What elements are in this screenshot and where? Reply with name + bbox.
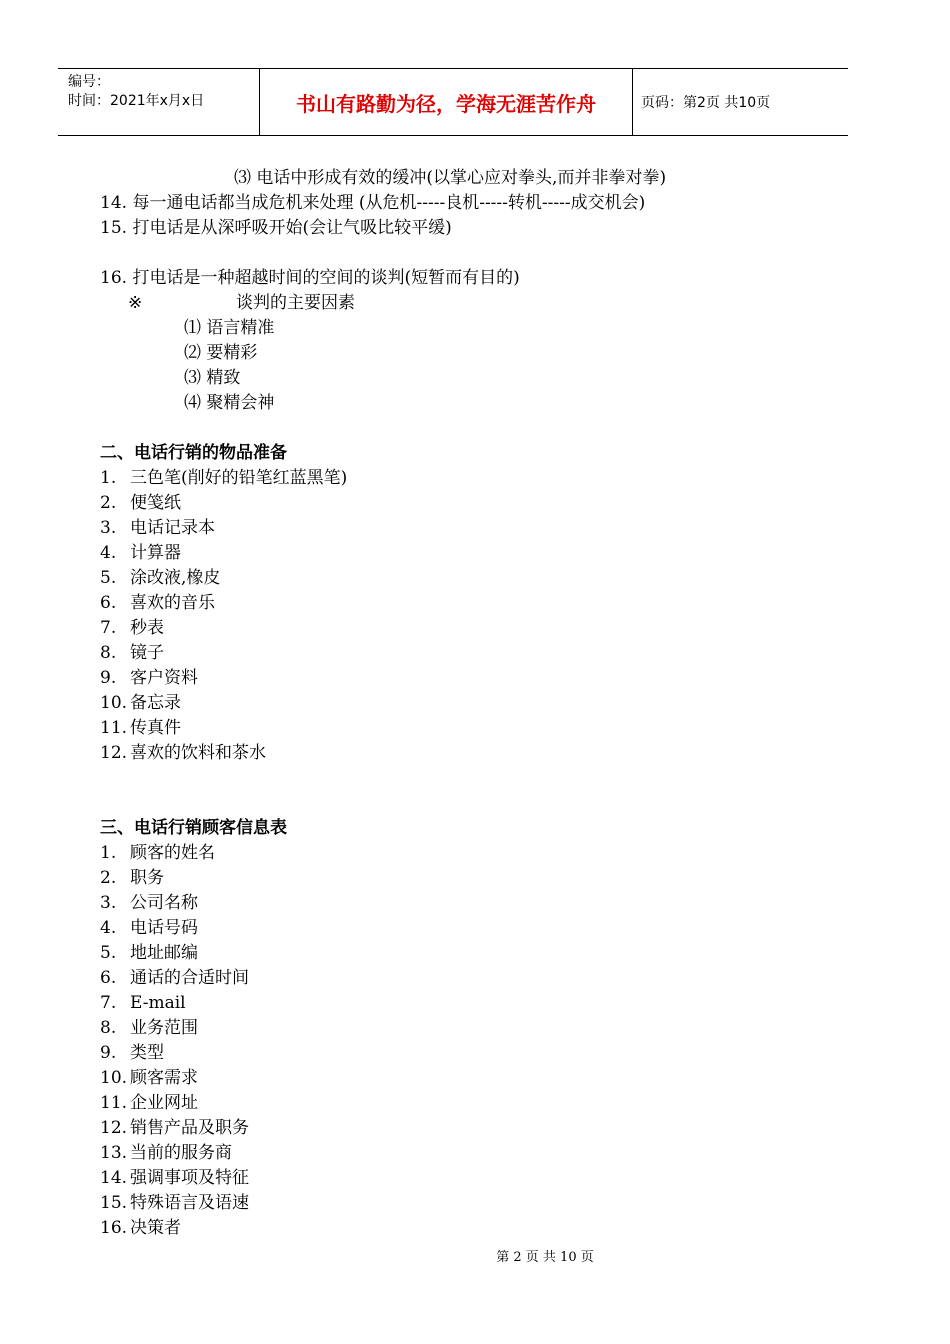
number-label: 编号： <box>68 74 110 90</box>
document-body <box>100 166 840 1241</box>
list-item: 15. 特殊语言及语速 <box>100 1193 249 1213</box>
item-16: 16. 打电话是一种超越时间的空间的谈判(短暂而有目的) <box>100 268 520 288</box>
list-item: 8. 镜子 <box>100 643 164 663</box>
list-item: 3. 电话记录本 <box>100 518 215 538</box>
page-header <box>58 68 848 136</box>
section-2-title: 二、电话行销的物品准备 <box>100 443 287 463</box>
list-item: 16. 决策者 <box>100 1218 181 1238</box>
list-item: 9. 客户资料 <box>100 668 198 688</box>
sub-item: ⑷ 聚精会神 <box>184 393 275 413</box>
header-motto: 书山有路勤为径，学海无涯苦作舟 <box>260 69 633 135</box>
reference-line <box>100 291 840 316</box>
list-item: 9. 类型 <box>100 1043 164 1063</box>
sub-item: ⑴ 语言精准 <box>184 318 275 338</box>
list-item: 13. 当前的服务商 <box>100 1143 232 1163</box>
list-item: 1. 三色笔(削好的铅笔红蓝黑笔) <box>100 468 348 488</box>
reference-text: 谈判的主要因素 <box>236 293 355 313</box>
list-item: 7. E-mail <box>100 993 186 1013</box>
list-item: 7. 秒表 <box>100 618 164 638</box>
intro-line: 15. 打电话是从深呼吸开始(会让气吸比较平缓) <box>100 218 452 238</box>
section-2-list <box>100 466 840 766</box>
sub-item: ⑶ 精致 <box>184 368 241 388</box>
sub-item: ⑵ 要精彩 <box>184 343 258 363</box>
date-label: 时间：2021年x月x日 <box>68 93 205 109</box>
list-item: 2. 便笺纸 <box>100 493 181 513</box>
header-meta <box>58 69 260 135</box>
list-item: 14. 强调事项及特征 <box>100 1168 249 1188</box>
list-item: 5. 地址邮编 <box>100 943 198 963</box>
header-page-label: 页码：第2页 共10页 <box>641 95 771 111</box>
section-3-title: 三、电话行销顾客信息表 <box>100 818 287 838</box>
list-item: 8. 业务范围 <box>100 1018 198 1038</box>
list-item: 6. 通话的合适时间 <box>100 968 249 988</box>
list-item: 4. 电话号码 <box>100 918 198 938</box>
list-item: 11. 传真件 <box>100 718 181 738</box>
section-3-list <box>100 841 840 1241</box>
list-item: 11. 企业网址 <box>100 1093 198 1113</box>
list-item: 2. 职务 <box>100 868 164 888</box>
list-item: 12. 喜欢的饮料和茶水 <box>100 743 266 763</box>
list-item: 12. 销售产品及职务 <box>100 1118 249 1138</box>
list-item: 5. 涂改液,橡皮 <box>100 568 221 588</box>
list-item: 4. 计算器 <box>100 543 181 563</box>
list-item: 10. 顾客需求 <box>100 1068 198 1088</box>
page-footer: 第 2 页 共 10 页 <box>496 1250 594 1265</box>
reference-mark: ※ <box>128 293 143 313</box>
list-item: 10. 备忘录 <box>100 693 181 713</box>
list-item: 3. 公司名称 <box>100 893 198 913</box>
intro-line: 14. 每一通电话都当成危机来处理 (从危机-----良机-----转机-----成交机会) <box>100 193 646 213</box>
intro-line: ⑶ 电话中形成有效的缓冲(以掌心应对拳头,而并非拳对拳) <box>234 168 667 188</box>
list-item: 1. 顾客的姓名 <box>100 843 215 863</box>
list-item: 6. 喜欢的音乐 <box>100 593 215 613</box>
